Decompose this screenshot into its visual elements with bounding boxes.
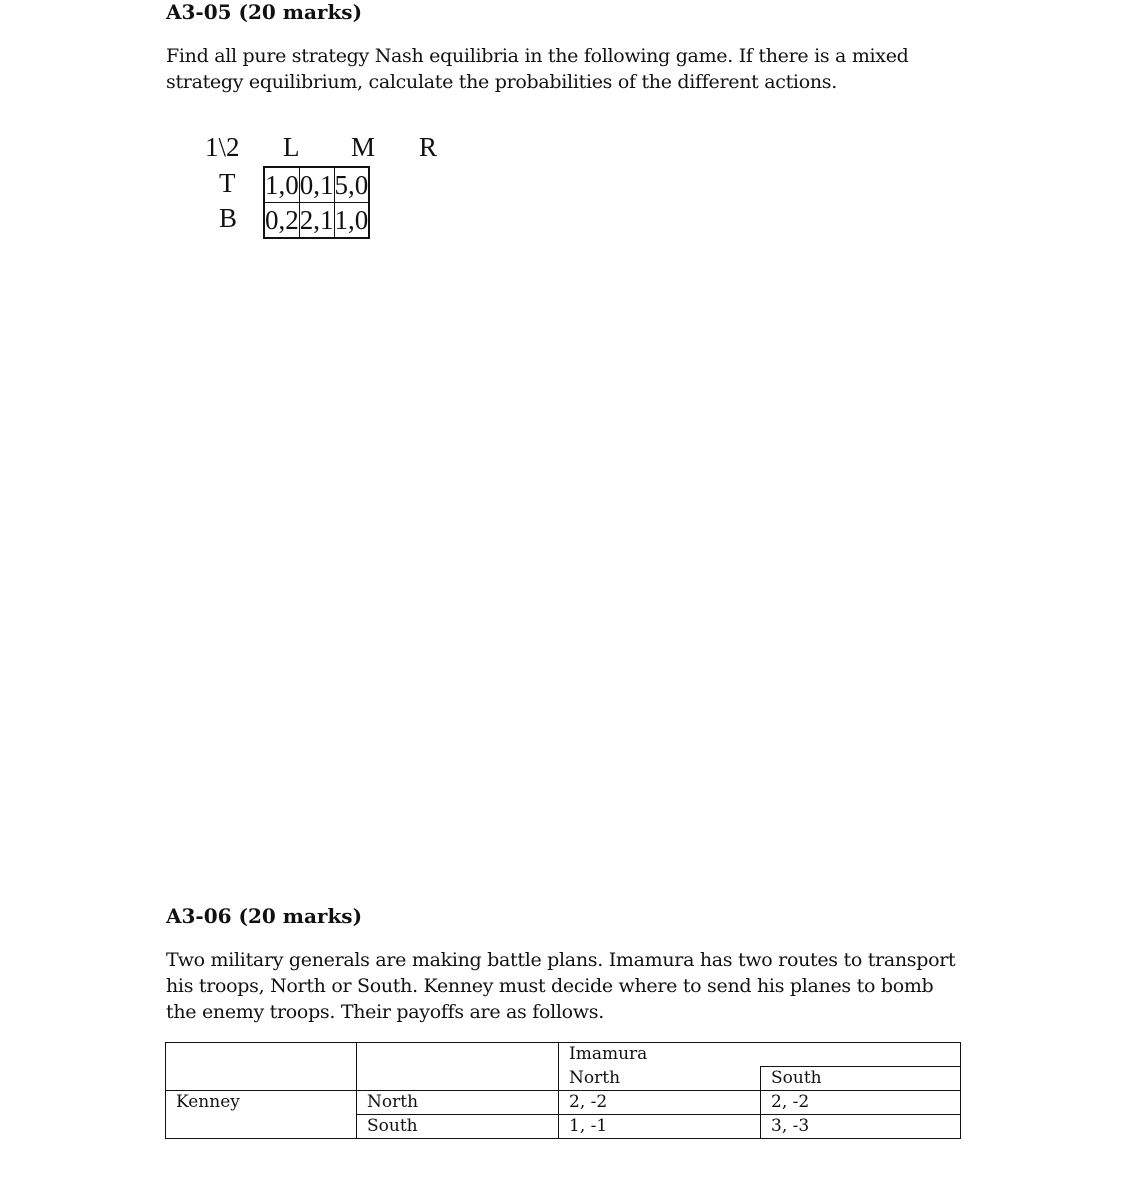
table-cell-empty bbox=[357, 1043, 559, 1067]
question-1-heading: A3-05 (20 marks) bbox=[166, 0, 363, 24]
row-strategy-south: South bbox=[357, 1115, 559, 1139]
payoff-cell: 3, -3 bbox=[761, 1115, 961, 1139]
matrix-cell: 0,1 bbox=[299, 167, 334, 203]
matrix-cell: 1,0 bbox=[334, 203, 369, 239]
payoff-cell: 2, -2 bbox=[761, 1091, 961, 1115]
table-cell-empty bbox=[166, 1043, 357, 1067]
payoff-table-row bbox=[166, 1043, 961, 1067]
question-2-line-2: his troops, North or South. Kenney must decide where to send his planes to bomb bbox=[166, 975, 934, 997]
payoff-table-row bbox=[166, 1115, 961, 1139]
question-1-line-2: strategy equilibrium, calculate the probabilities of the different actions. bbox=[166, 71, 837, 93]
payoff-table-row bbox=[166, 1091, 961, 1115]
payoff-cell: 1, -1 bbox=[559, 1115, 761, 1139]
matrix-cell: 5,0 bbox=[334, 167, 369, 203]
payoff-cell: 2, -2 bbox=[559, 1091, 761, 1115]
question-2-text bbox=[166, 947, 955, 1025]
matrix-cell: 1,0 bbox=[264, 167, 299, 203]
question-1-text bbox=[166, 43, 909, 95]
matrix-col-label: R bbox=[419, 132, 438, 162]
matrix-row bbox=[264, 203, 369, 239]
matrix-corner-label: 1\2 bbox=[205, 132, 240, 162]
question-2-line-1: Two military generals are making battle plans. Imamura has two routes to transport bbox=[166, 949, 956, 971]
payoff-table-row bbox=[166, 1067, 961, 1091]
matrix-row bbox=[264, 167, 369, 203]
matrix-grid bbox=[263, 166, 370, 239]
question-2-heading: A3-06 (20 marks) bbox=[166, 904, 363, 928]
table-cell-empty bbox=[166, 1067, 357, 1091]
question-1-line-1: Find all pure strategy Nash equilibria in the following game. If there is a mixed bbox=[166, 45, 909, 67]
matrix-cell: 0,2 bbox=[264, 203, 299, 239]
table-cell-empty bbox=[166, 1115, 357, 1139]
payoff-table bbox=[165, 1042, 961, 1139]
table-cell-empty bbox=[357, 1067, 559, 1091]
column-strategy-north: North bbox=[559, 1067, 761, 1091]
column-strategy-south: South bbox=[761, 1067, 961, 1091]
matrix-row-label: B bbox=[219, 203, 238, 233]
matrix-col-label: L bbox=[283, 132, 300, 162]
matrix-col-label: M bbox=[351, 132, 376, 162]
row-strategy-north: North bbox=[357, 1091, 559, 1115]
matrix-cell: 2,1 bbox=[299, 203, 334, 239]
column-player-label: Imamura bbox=[559, 1043, 961, 1067]
row-player-label: Kenney bbox=[166, 1091, 357, 1115]
matrix-row-label: T bbox=[219, 168, 236, 198]
question-2-line-3: the enemy troops. Their payoffs are as follows. bbox=[166, 1001, 604, 1023]
